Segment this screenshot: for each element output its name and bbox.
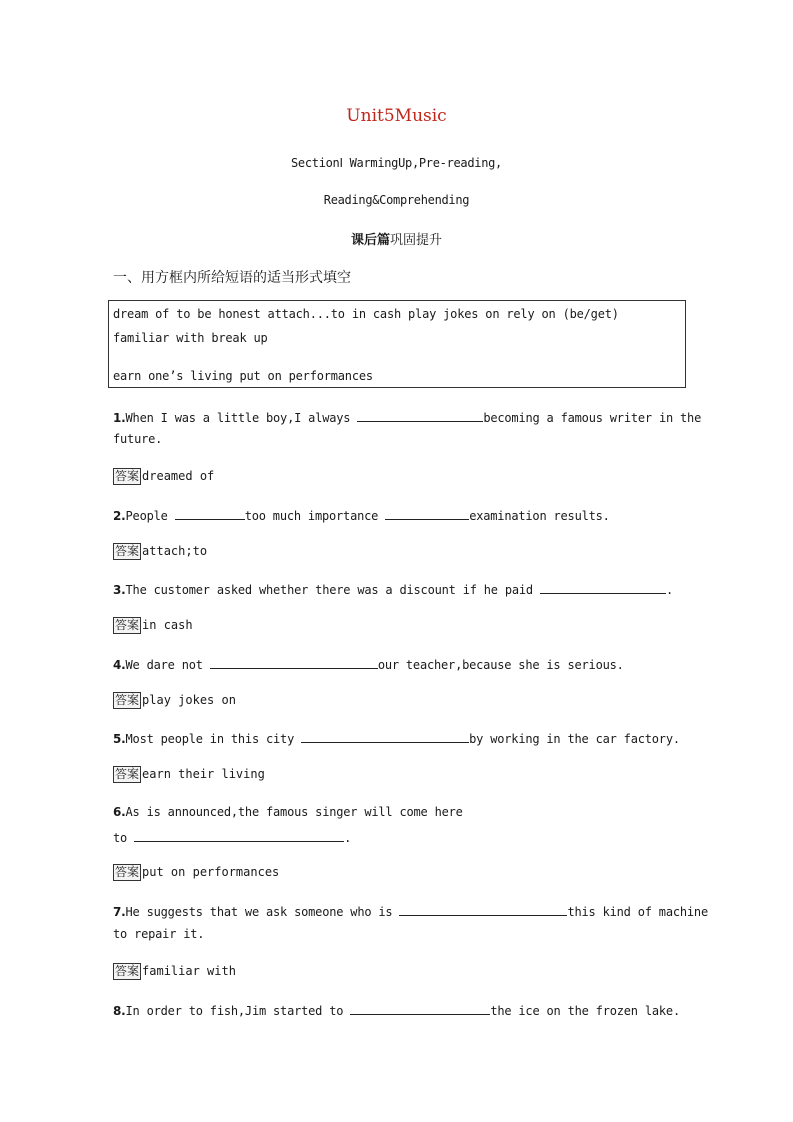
answer-badge: 答案 bbox=[115, 544, 140, 558]
question-3 bbox=[113, 581, 673, 597]
question-text: . bbox=[665, 583, 673, 597]
answer-blank[interactable] bbox=[540, 581, 666, 594]
question-text: Most people in this city bbox=[125, 732, 302, 746]
answer-7 bbox=[113, 963, 236, 980]
page-title: Unit5Music bbox=[346, 106, 447, 126]
question-text: the ice on the frozen lake. bbox=[490, 1004, 680, 1018]
question-text: by working in the car factory. bbox=[469, 732, 680, 746]
question-2 bbox=[113, 507, 610, 523]
answer-text: in cash bbox=[142, 618, 193, 632]
practice-heading-bold: 课后篇 bbox=[350, 233, 390, 248]
phrase-box-line2: familiar with break up bbox=[113, 331, 268, 345]
question-7-line2: to repair it. bbox=[113, 927, 205, 941]
question-6-line2 bbox=[113, 829, 351, 845]
question-text: our teacher,because she is serious. bbox=[377, 658, 624, 672]
question-number: 4. bbox=[113, 658, 126, 672]
question-number: 8. bbox=[113, 1004, 126, 1018]
answer-blank[interactable] bbox=[134, 829, 344, 842]
question-text: becoming a famous writer in the bbox=[483, 411, 702, 425]
question-1 bbox=[113, 409, 701, 425]
question-5 bbox=[113, 730, 680, 746]
answer-3 bbox=[113, 617, 193, 634]
answer-4 bbox=[113, 692, 236, 709]
answer-badge: 答案 bbox=[115, 767, 140, 781]
question-1-line2: future. bbox=[113, 432, 163, 446]
question-7 bbox=[113, 903, 708, 919]
question-text: We dare not bbox=[125, 658, 210, 672]
question-text: He suggests that we ask someone who is bbox=[125, 905, 400, 919]
question-text: too much importance bbox=[244, 509, 386, 523]
question-number: 3. bbox=[113, 583, 126, 597]
phrase-box-line3: earn one’s living put on performances bbox=[113, 369, 373, 383]
answer-2 bbox=[113, 543, 207, 560]
question-number: 2. bbox=[113, 509, 126, 523]
phrase-box-line1: dream of to be honest attach...to in cash play jokes on rely on (be/get) bbox=[113, 307, 619, 321]
answer-blank[interactable] bbox=[385, 507, 469, 520]
answer-badge: 答案 bbox=[115, 693, 140, 707]
answer-5 bbox=[113, 766, 265, 783]
question-text: examination results. bbox=[469, 509, 610, 523]
answer-badge: 答案 bbox=[115, 618, 140, 632]
question-6 bbox=[113, 805, 463, 819]
answer-badge: 答案 bbox=[115, 865, 140, 879]
answer-blank[interactable] bbox=[357, 409, 483, 422]
question-text: People bbox=[125, 509, 175, 523]
answer-badge: 答案 bbox=[115, 469, 140, 483]
question-number: 1. bbox=[113, 411, 126, 425]
question-text: The customer asked whether there was a discount if he paid bbox=[125, 583, 540, 597]
answer-text: earn their living bbox=[142, 767, 265, 781]
question-text: In order to fish,Jim started to bbox=[125, 1004, 351, 1018]
answer-text: dreamed of bbox=[142, 469, 215, 483]
answer-text: attach;to bbox=[142, 544, 208, 558]
question-text: this kind of machine bbox=[567, 905, 708, 919]
answer-blank[interactable] bbox=[350, 1002, 490, 1015]
question-number: 5. bbox=[113, 732, 126, 746]
question-text: . bbox=[344, 831, 352, 845]
section-subtitle-line2: Reading&Comprehending bbox=[323, 193, 470, 207]
question-number: 6. bbox=[113, 805, 126, 819]
answer-badge: 答案 bbox=[115, 964, 140, 978]
question-4 bbox=[113, 656, 624, 672]
answer-blank[interactable] bbox=[399, 903, 567, 916]
answer-text: play jokes on bbox=[142, 693, 236, 707]
question-number: 7. bbox=[113, 905, 126, 919]
answer-blank[interactable] bbox=[210, 656, 378, 669]
question-8 bbox=[113, 1002, 680, 1018]
section-subtitle-line1: SectionⅠ WarmingUp,Pre-reading, bbox=[291, 156, 502, 170]
question-text: to bbox=[113, 831, 135, 845]
question-text: As is announced,the famous singer will come here bbox=[125, 805, 463, 819]
practice-heading-rest: 巩固提升 bbox=[390, 233, 443, 248]
part-heading: 一、用方框内所给短语的适当形式填空 bbox=[113, 270, 351, 286]
question-text: When I was a little boy,I always bbox=[125, 411, 358, 425]
answer-6 bbox=[113, 864, 279, 881]
practice-heading bbox=[0, 229, 793, 248]
answer-text: familiar with bbox=[142, 964, 236, 978]
answer-1 bbox=[113, 468, 214, 485]
answer-blank[interactable] bbox=[301, 730, 469, 743]
answer-blank[interactable] bbox=[175, 507, 245, 520]
answer-text: put on performances bbox=[142, 865, 280, 879]
